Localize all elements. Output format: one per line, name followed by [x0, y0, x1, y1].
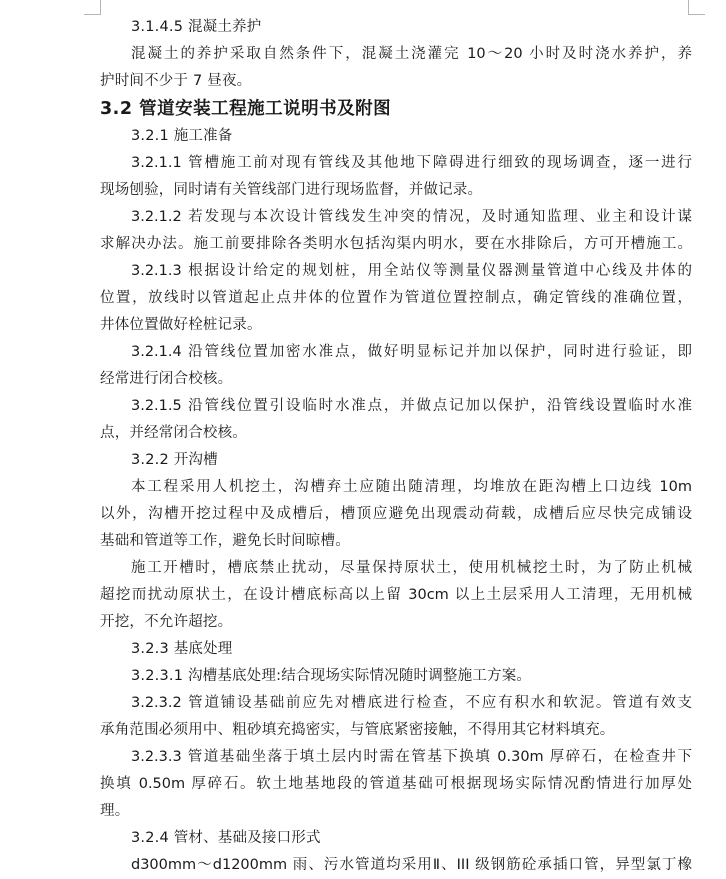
- subsection-heading: 3.1.4.5 混凝土养护: [131, 19, 262, 35]
- paragraph-line: 护时间不少于 7 昼夜。: [100, 73, 252, 89]
- paragraph-line: 换填 0.50m 厚碎石。软土地基地段的管道基础可根据现场实际情况酌情进行加厚处: [100, 776, 692, 792]
- paragraph-line: 3.2.1.1 管槽施工前对现有管线及其他地下障碍进行细致的现场调查，逐一进行: [131, 155, 692, 171]
- paragraph-line: d300mm～d1200mm 雨、污水管道均采用Ⅱ、III 级钢筋砼承插口管，异型氯丁橡: [131, 857, 692, 873]
- paragraph-line: 基础和管道等工作，避免长时间晾槽。: [100, 533, 350, 549]
- subsection-heading: 3.2.3 基底处理: [131, 641, 233, 657]
- paragraph-line: 理。: [100, 803, 130, 819]
- paragraph-line: 以外，沟槽开挖过程中及成槽后，槽顶应避免出现震动荷载，成槽后应尽快完成铺设: [100, 506, 692, 522]
- paragraph-line: 3.2.1.5 沿管线位置引设临时水准点，并做点记加以保护，沿管线设置临时水准: [131, 398, 692, 414]
- paragraph-line: 3.2.1.2 若发现与本次设计管线发生冲突的情况，及时通知监理、业主和设计谋: [131, 209, 692, 225]
- paragraph-line: 3.2.3.2 管道铺设基础前应先对槽底进行检查，不应有积水和软泥。管道有效支: [131, 695, 692, 711]
- paragraph-line: 超挖而扰动原状土，在设计槽底标高以上留 30cm 以上土层采用人工清理，无用机械: [100, 587, 692, 603]
- paragraph-line: 开挖，不允许超挖。: [100, 614, 233, 630]
- paragraph-line: 3.2.1.4 沿管线位置加密水准点，做好明显标记并加以保护，同时进行验证，即: [131, 344, 692, 360]
- paragraph-line: 点，并经常闭合校核。: [100, 425, 247, 441]
- paragraph-line: 现场刨验，同时请有关管线部门进行现场监督，并做记录。: [100, 182, 483, 198]
- section-heading: 3.2 管道安装工程施工说明书及附图: [100, 99, 392, 119]
- paragraph-line: 本工程采用人机挖土，沟槽弃土应随出随清理，均堆放在距沟槽上口边线 10m: [131, 479, 692, 495]
- document-body[interactable]: [100, 14, 692, 879]
- paragraph-line: 承角范围必须用中、粗砂填充捣密实，与管底紧密接触，不得用其它材料填充。: [100, 722, 615, 738]
- paragraph-line: 3.2.3.3 管道基础坐落于填土层内时需在管基下换填 0.30m 厚碎石，在检查井下: [131, 749, 692, 765]
- paragraph-line: 经常进行闭合校核。: [100, 371, 233, 387]
- subsection-heading: 3.2.1 施工准备: [131, 128, 233, 144]
- paragraph-line: 位置，放线时以管道起止点井体的位置作为管道位置控制点，确定管线的准确位置，: [100, 290, 692, 306]
- paragraph-line: 3.2.3.1 沟槽基底处理:结合现场实际情况随时调整施工方案。: [131, 668, 532, 684]
- subsection-heading: 3.2.4 管材、基础及接口形式: [131, 830, 321, 846]
- paragraph-line: 井体位置做好栓桩记录。: [100, 317, 262, 333]
- subsection-heading: 3.2.2 开沟槽: [131, 452, 218, 468]
- crop-mark-top-left-horizontal: [84, 14, 101, 15]
- crop-mark-top-left-vertical: [100, 0, 101, 14]
- paragraph-line: 3.2.1.3 根据设计给定的规划桩，用全站仪等测量仪器测量管道中心线及井体的: [131, 263, 692, 279]
- paragraph-line: 施工开槽时，槽底禁止扰动，尽量保持原状土，使用机械挖土时，为了防止机械: [131, 560, 692, 576]
- crop-mark-top-right-vertical: [688, 0, 689, 14]
- paragraph-line: 混凝土的养护采取自然条件下，混凝土浇灌完 10～20 小时及时浇水养护，养: [131, 46, 692, 62]
- paragraph-line: 求解决办法。施工前要排除各类明水包括沟渠内明水，要在水排除后，方可开槽施工。: [100, 236, 692, 252]
